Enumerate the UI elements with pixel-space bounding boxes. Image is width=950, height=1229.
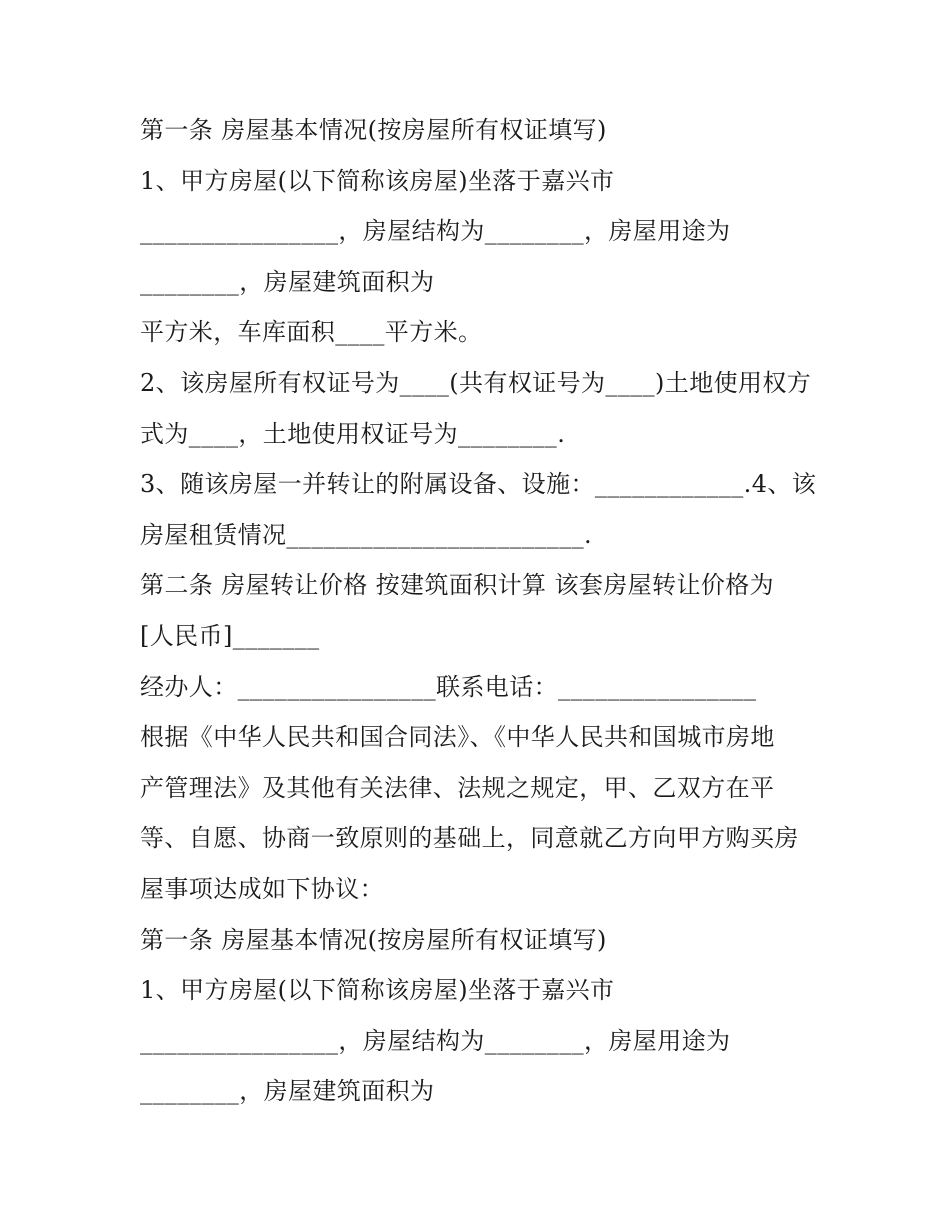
text-line: 房屋租赁情况________________________. [140,520,593,549]
text-line: 2、该房屋所有权证号为____(共有权证号为____)土地使用权方 [140,368,812,397]
text-line: ________________，房屋结构为________，房屋用途为 [140,1026,731,1055]
contract-text [140,105,820,1117]
text-line: ________，房屋建筑面积为 [140,1077,435,1106]
preamble-line: 根据《中华人民共和国合同法》、《中华人民共和国城市房地 [140,723,775,752]
preamble-line: 等、自愿、协商一致原则的基础上，同意就乙方向甲方购买房 [140,824,799,853]
text-line: ________，房屋建筑面积为 [140,267,435,296]
text-line: 平方米，车库面积____平方米。 [140,318,483,347]
text-line: 式为____，土地使用权证号为________. [140,419,566,448]
article-2-heading: 第二条 房屋转让价格 按建筑面积计算 该套房屋转让价格为 [140,571,775,600]
preamble-line: 产管理法》及其他有关法律、法规之规定，甲、乙双方在平 [140,773,775,802]
agent-contact-line: 经办人：________________联系电话：________________ [140,672,757,701]
text-line: [人民币]_______ [140,621,320,650]
text-line: ________________，房屋结构为________，房屋用途为 [140,217,731,246]
text-line: 1、甲方房屋(以下简称该房屋)坐落于嘉兴市 [140,976,615,1005]
article-1-heading: 第一条 房屋基本情况(按房屋所有权证填写) [140,925,607,954]
article-1-heading: 第一条 房屋基本情况(按房屋所有权证填写) [140,116,607,144]
preamble-line: 屋事项达成如下协议： [140,874,384,903]
text-line: 1、甲方房屋(以下简称该房屋)坐落于嘉兴市 [140,166,615,195]
text-line: 3、随该房屋一并转让的附属设备、设施：____________.4、该 [140,470,817,499]
